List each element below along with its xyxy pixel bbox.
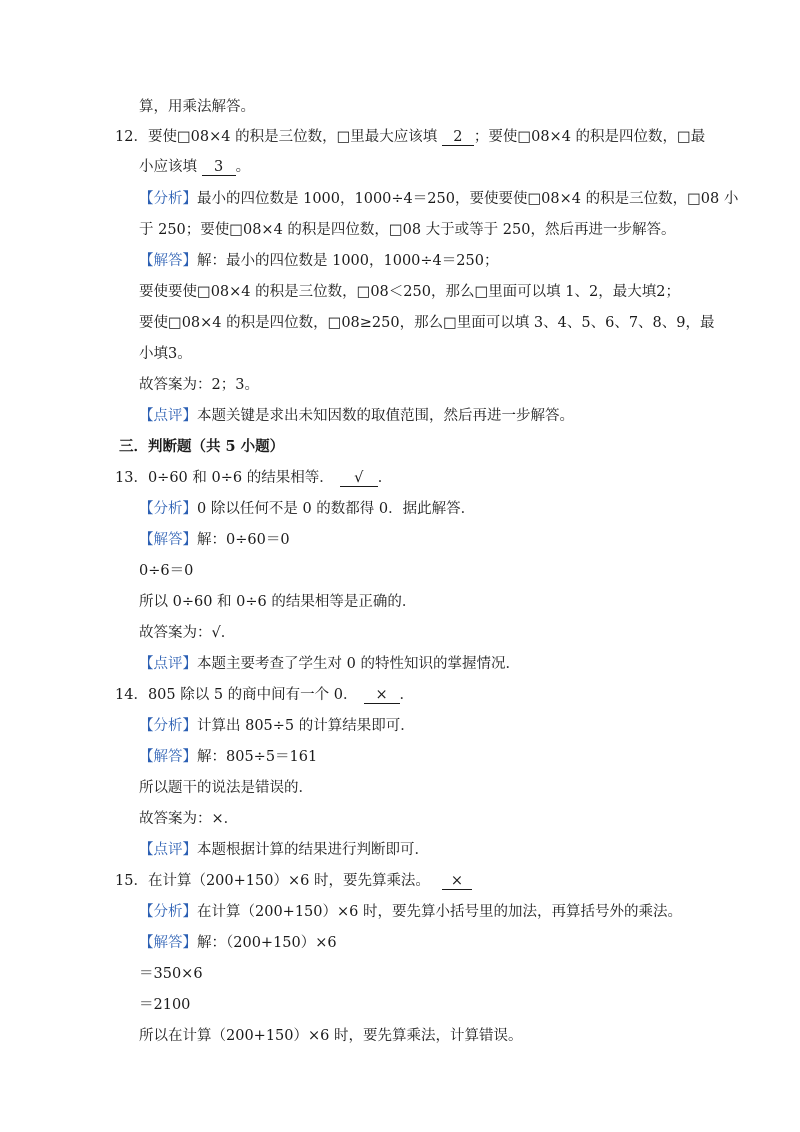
solution-tag: 【解答】 — [139, 253, 197, 269]
question-number: 15． — [115, 873, 148, 889]
question-number: 12． — [115, 129, 148, 145]
analysis-text: 在计算（200+150）×6 时，要先算小括号里的加法，再算括号外的乘法。 — [197, 904, 682, 920]
solution-line — [139, 251, 498, 271]
answer-blank: 3 — [202, 159, 236, 176]
comment-tag: 【点评】 — [139, 842, 197, 858]
solution-text: ＝350×6 — [139, 966, 203, 982]
answer-blank: × — [442, 873, 472, 890]
question-15 — [115, 871, 472, 891]
solution-text: 解：0÷60＝0 — [197, 532, 290, 548]
question-12-cont — [139, 157, 250, 177]
analysis-line — [139, 189, 738, 209]
question-text: 要使□08×4 的积是三位数，□里最大应该填 — [147, 129, 442, 145]
comment-line — [139, 406, 574, 426]
answer-line: 故答案为：2；3。 — [139, 377, 259, 393]
question-text: 。 — [235, 159, 251, 175]
solution-text: 小填3。 — [139, 346, 192, 362]
solution-line — [139, 530, 290, 550]
comment-text: 本题关键是求出未知因数的取值范围，然后再进一步解答。 — [197, 408, 574, 424]
solution-line — [139, 747, 317, 767]
analysis-tag: 【分析】 — [139, 501, 197, 517]
question-14 — [115, 685, 414, 705]
question-number: 14． — [115, 687, 148, 703]
solution-text: 要使□08×4 的积是四位数，□08≥250，那么□里面可以填 3、4、5、6、7、8、9，最 — [139, 315, 715, 331]
solution-text: 所以在计算（200+150）×6 时，要先算乘法，计算错误。 — [139, 1028, 523, 1044]
solution-text: 所以 0÷60 和 0÷6 的结果相等是正确的． — [139, 594, 417, 610]
comment-tag: 【点评】 — [139, 408, 197, 424]
analysis-text: 0 除以任何不是 0 的数都得 0．据此解答． — [197, 501, 476, 517]
solution-text: 所以题干的说法是错误的． — [139, 780, 313, 796]
solution-text: ＝2100 — [139, 997, 191, 1013]
question-12 — [115, 127, 705, 147]
solution-text: 0÷6＝0 — [139, 563, 194, 579]
solution-tag: 【解答】 — [139, 935, 197, 951]
analysis-text: 最小的四位数是 1000，1000÷4＝250，要使要使□08×4 的积是三位数，□08 小 — [197, 191, 739, 207]
answer-line: 故答案为：×． — [139, 811, 239, 827]
question-text: 805 除以 5 的商中间有一个 0． — [147, 687, 358, 703]
solution-tag: 【解答】 — [139, 749, 197, 765]
solution-line — [139, 933, 337, 953]
analysis-line — [139, 716, 415, 736]
question-text: ． — [377, 470, 393, 486]
analysis-line — [139, 902, 682, 922]
answer-blank: √ — [340, 470, 378, 487]
analysis-tag: 【分析】 — [139, 904, 197, 920]
analysis-text: 计算出 805÷5 的计算结果即可． — [197, 718, 415, 734]
comment-tag: 【点评】 — [139, 656, 197, 672]
solution-text: 解：最小的四位数是 1000，1000÷4＝250； — [197, 253, 499, 269]
text-line: 算，用乘法解答。 — [139, 99, 255, 115]
solution-text: 解：（200+150）×6 — [197, 935, 337, 951]
answer-blank: 2 — [442, 129, 474, 146]
analysis-tag: 【分析】 — [139, 718, 197, 734]
question-text: 小应该填 — [139, 159, 202, 175]
comment-line — [139, 654, 520, 674]
answer-blank: × — [364, 687, 400, 704]
question-text: 在计算（200+150）×6 时，要先算乘法。 — [147, 873, 430, 889]
solution-text: 要使要使□08×4 的积是三位数，□08＜250，那么□里面可以填 1、2，最大填2； — [139, 284, 680, 300]
analysis-text: 于 250；要使□08×4 的积是四位数，□08 大于或等于 250，然后再进一步解答。 — [139, 222, 676, 238]
question-text: ． — [399, 687, 415, 703]
analysis-line — [139, 499, 475, 519]
solution-text: 解：805÷5＝161 — [197, 749, 318, 765]
analysis-tag: 【分析】 — [139, 191, 197, 207]
question-number: 13． — [115, 470, 148, 486]
comment-text: 本题主要考查了学生对 0 的特性知识的掌握情况． — [197, 656, 520, 672]
section-heading: 三．判断题（共 5 小题） — [119, 438, 285, 455]
solution-tag: 【解答】 — [139, 532, 197, 548]
comment-text: 本题根据计算的结果进行判断即可． — [197, 842, 429, 858]
question-text: 0÷60 和 0÷6 的结果相等． — [147, 470, 334, 486]
answer-line: 故答案为：√． — [139, 625, 236, 641]
comment-line — [139, 840, 429, 860]
question-text: ；要使□08×4 的积是四位数，□最 — [473, 129, 706, 145]
question-13 — [115, 468, 392, 488]
